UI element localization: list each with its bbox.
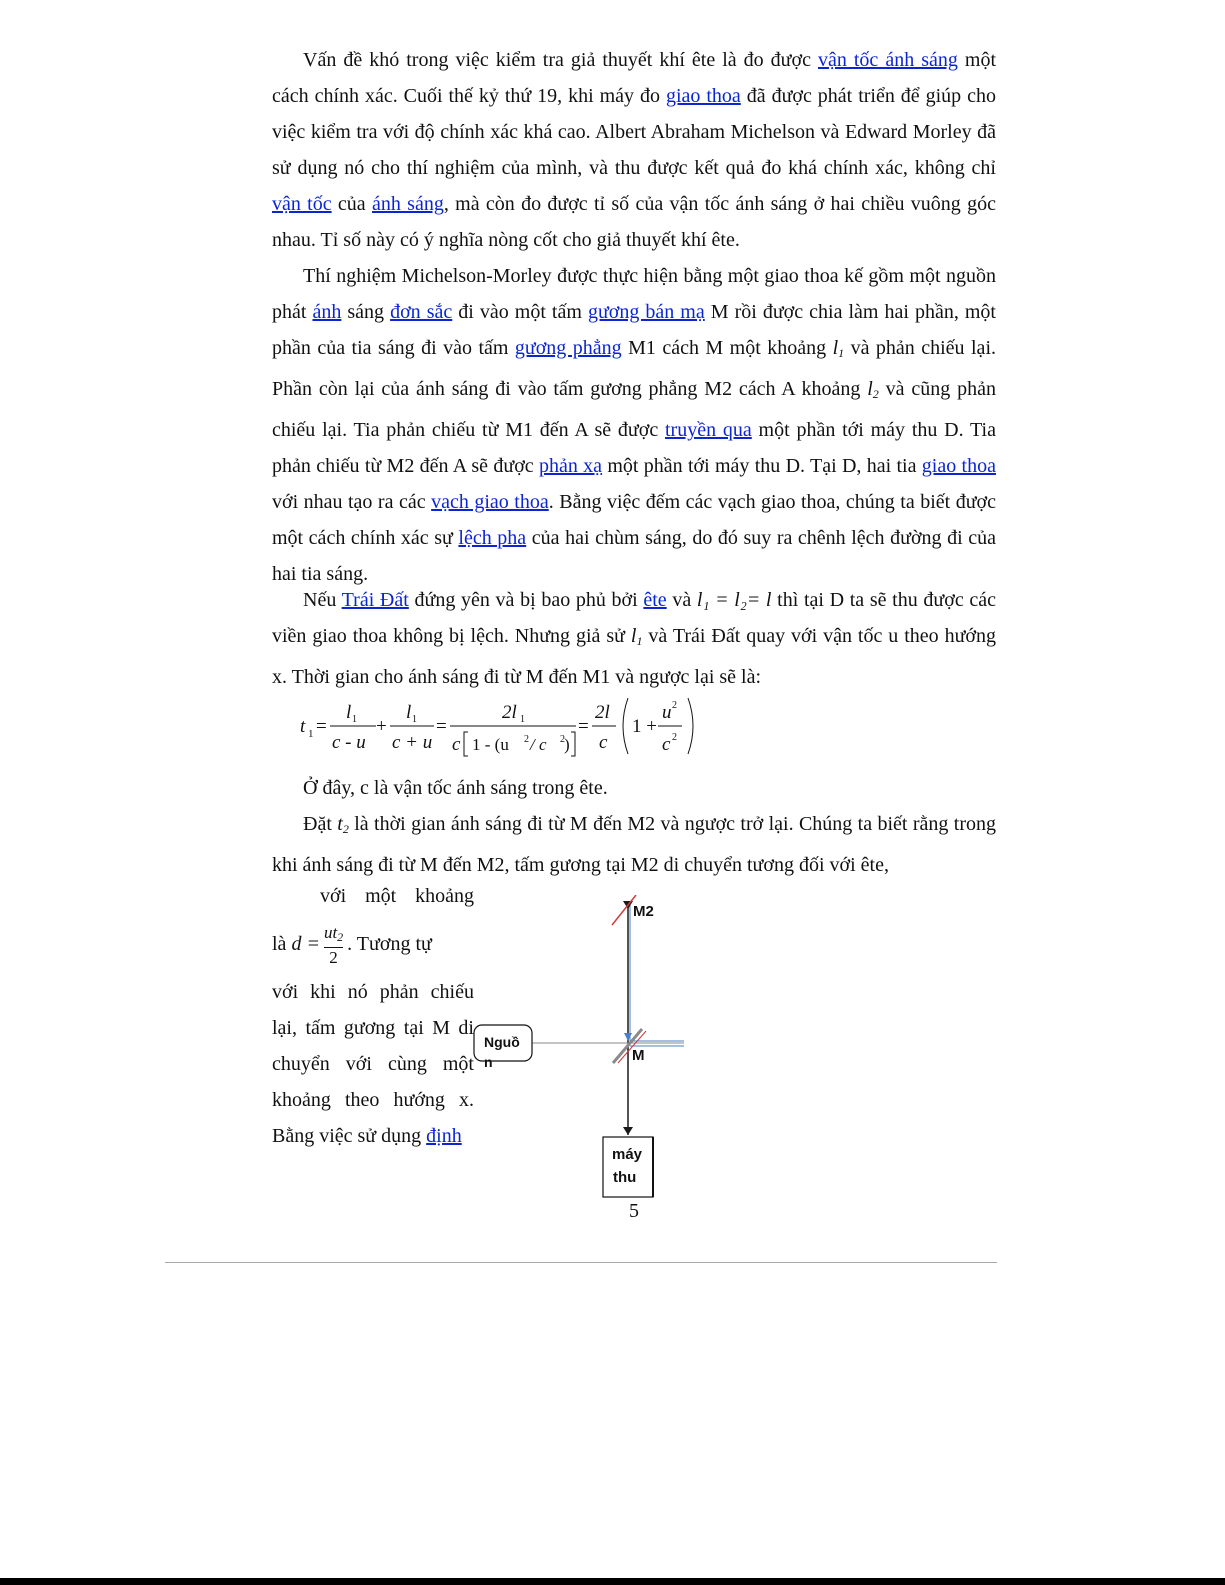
formula-den3-body: 1 - (u [472, 735, 509, 754]
text-run: Nếu [303, 589, 342, 611]
paragraph-4 [272, 770, 996, 806]
formula-eq: = [436, 716, 447, 737]
arrow-down-icon [624, 1033, 632, 1041]
formula-num4: 2l [595, 702, 610, 723]
formula-one-plus: 1 + [632, 716, 657, 737]
inline-equation: l₁ = l₂= l [696, 589, 772, 611]
formula-den3-sq2: 2 [560, 734, 565, 745]
subscript: 2 [342, 822, 349, 836]
text-run: là [272, 933, 292, 955]
formula-den3-sq: 2 [524, 734, 529, 745]
subscript: 1 [838, 346, 845, 360]
bracket-right [571, 732, 575, 756]
link-van-toc[interactable]: vận tốc [272, 193, 332, 215]
link-don-sac[interactable]: đơn sắc [390, 301, 453, 323]
label-m2: M2 [633, 903, 654, 920]
link-van-toc-anh-sang[interactable]: vận tốc ánh sáng [817, 49, 958, 71]
link-vach-giao-thoa[interactable]: vạch giao thoa [431, 491, 549, 513]
paragraph-5 [272, 806, 996, 883]
formula-c-sq: 2 [672, 732, 677, 743]
link-phan-xa[interactable]: phản xạ [538, 455, 603, 477]
text-run: , mà còn đo được tỉ số của vận tốc ánh sáng ở hai chiều vuông góc nhau. Tỉ số này có ý nghĩa nòng cốt cho giả thuyết khí ête. [272, 193, 996, 251]
formula-t-sub: 1 [308, 728, 314, 740]
link-giao-thoa[interactable]: giao thoa [665, 85, 741, 107]
link-truyen-qua[interactable]: truyền qua [665, 419, 752, 441]
var-l: l [832, 337, 839, 359]
side-line-5: chuyển với cùng một [272, 1053, 474, 1075]
text-run: và Trái Đất quay với vận tốc u theo hướng x. Thời gian cho ánh sáng đi từ M đến M1 và ngược lại sẽ là: [272, 625, 996, 688]
text-run: Thí nghiệm Michelson-Morley được thực hiện bằng một giao thoa kế gồm một nguồn phát [272, 265, 996, 323]
text-run: là thời gian ánh sáng đi từ M đến M2 và ngược trở lại. Chúng ta biết rằng trong khi ánh sáng đi từ M đến M2, tấm gương tại M2 di chuyển tương đối với ête, [272, 813, 996, 876]
formula-den3-slashc: / c [530, 735, 547, 754]
var-l: l [867, 378, 873, 400]
formula-den2: c + u [392, 732, 433, 753]
link-anh-sang[interactable]: ánh sáng [372, 193, 444, 215]
page-divider [165, 1262, 997, 1263]
receiver-label-1: máy [612, 1146, 643, 1163]
formula-den1: c - u [332, 732, 366, 753]
text-run: một cách chính xác. Cuối thế kỷ thứ 19, khi máy đo [272, 49, 996, 107]
paren-left [623, 698, 628, 754]
text-run: đã được phát triển để giúp cho việc kiểm tra với độ chính xác khá cao. Albert Abraham Michelson và Edward Morley đã sử dụng nó cho thí nghiệm của mình, và thu được kết quả đo khá chính xác, không chỉ [272, 85, 996, 179]
side-line-7 [272, 1118, 474, 1154]
text-run: Bằng việc sử dụng [272, 1125, 427, 1147]
link-trai-dat[interactable]: Trái Đất [341, 589, 409, 611]
formula-eq: = [578, 716, 589, 737]
formula-u-sq: 2 [672, 700, 677, 711]
link-lech-pha[interactable]: lệch pha [458, 527, 527, 549]
side-line-4: lại, tấm gương tại M di [272, 1017, 474, 1039]
side-line-2 [272, 914, 474, 974]
formula-t1 [298, 690, 718, 770]
text-run: Đặt [303, 813, 338, 835]
text-run: đi vào một tấm [452, 301, 588, 323]
text-run: và [666, 589, 697, 611]
label-m: M [632, 1047, 645, 1064]
side-text-column [272, 878, 474, 1154]
paragraph-3 [272, 582, 996, 695]
side-line-3: với khi nó phản chiếu [272, 981, 474, 1003]
text-run: một phần tới máy thu D. Tại D, hai tia [602, 455, 922, 477]
text-run: với nhau tạo ra các [272, 491, 432, 513]
receiver-label-2: thu [613, 1169, 637, 1186]
text-run: . Bằng việc đếm các vạch giao thoa, chúng ta biết được một cách chính xác sự [272, 491, 997, 549]
formula-num2: l [406, 702, 412, 723]
subscript: 2 [872, 387, 879, 401]
paragraph-1 [272, 42, 996, 258]
formula-num3: 2l [502, 702, 517, 723]
text-run: và cũng phản chiếu lại. Tia phản chiếu từ M1 đến A sẽ được [272, 378, 996, 441]
link-ete[interactable]: ête [643, 589, 667, 611]
subscript: 1 [636, 634, 643, 648]
frac-num [324, 923, 343, 948]
formula-den3-c: c [452, 734, 461, 755]
text-run: Ở đây, c là vận tốc ánh sáng trong ête. [303, 777, 608, 799]
text-run: thì tại D ta sẽ thu được các viền giao thoa không bị lệch. Nhưng giả sử [272, 589, 997, 647]
formula-plus: + [376, 716, 387, 737]
paragraph-2 [272, 258, 996, 592]
bracket-left [464, 732, 468, 756]
text-run: sáng [341, 301, 391, 323]
arrow-down-icon [623, 1127, 633, 1135]
source-label-2: n [484, 1054, 493, 1070]
side-line-6: khoảng theo hướng x. [272, 1089, 474, 1111]
frac-den: 2 [329, 947, 338, 967]
page-number: 5 [629, 1200, 639, 1222]
fraction-ut2 [324, 923, 343, 968]
subscript: 2 [337, 929, 344, 944]
var-t: t [337, 813, 343, 835]
var-l: l [630, 625, 637, 647]
link-dinh[interactable]: định [426, 1125, 462, 1147]
formula-num1: l [346, 702, 352, 723]
formula-num3-sub: 1 [520, 714, 525, 725]
text-run: của hai chùm sáng, do đó suy ra chênh lệch đường đi của hai tia sáng. [272, 527, 996, 585]
link-anh[interactable]: ánh [312, 301, 342, 323]
text-run: . Tương tự [347, 933, 432, 955]
formula-num2-sub: 1 [412, 714, 417, 725]
link-giao-thoa-2[interactable]: giao thoa [921, 455, 996, 477]
link-guong-ban-ma[interactable]: gương bán mạ [587, 301, 705, 323]
formula-u: u [662, 702, 672, 723]
text-run: M rồi được chia làm hai phần, một phần của tia sáng đi vào tấm [272, 301, 996, 359]
interferometer-diagram [470, 895, 710, 1215]
text-run: và phản chiếu lại. Phần còn lại của ánh sáng đi vào tấm gương phẳng M2 cách A khoảng [272, 337, 996, 400]
text-run: một phần tới máy thu D. Tia phản chiếu từ M2 đến A sẽ được [272, 419, 996, 477]
formula-eq: = [316, 716, 327, 737]
formula-c: c [662, 734, 671, 755]
formula-num1-sub: 1 [352, 714, 357, 725]
formula-den3-close: ) [564, 735, 570, 754]
side-line-1: với một khoảng [320, 885, 474, 907]
bottom-edge-bar [0, 1578, 1225, 1585]
link-guong-phang[interactable]: gương phẳng [514, 337, 622, 359]
frac-num-text: ut [323, 922, 338, 942]
formula-den4: c [599, 732, 608, 753]
text-run: đứng yên và bị bao phủ bởi [408, 589, 644, 611]
var-d: d = [291, 933, 320, 955]
text-run: Vấn đề khó trong việc kiểm tra giả thuyết khí ête là đo được [303, 49, 818, 71]
text-run: M1 cách M một khoảng [621, 337, 833, 359]
source-label-1: Nguồ [484, 1034, 520, 1050]
text-run: của [331, 193, 372, 215]
formula-t: t [300, 716, 306, 737]
paren-right [688, 698, 693, 754]
